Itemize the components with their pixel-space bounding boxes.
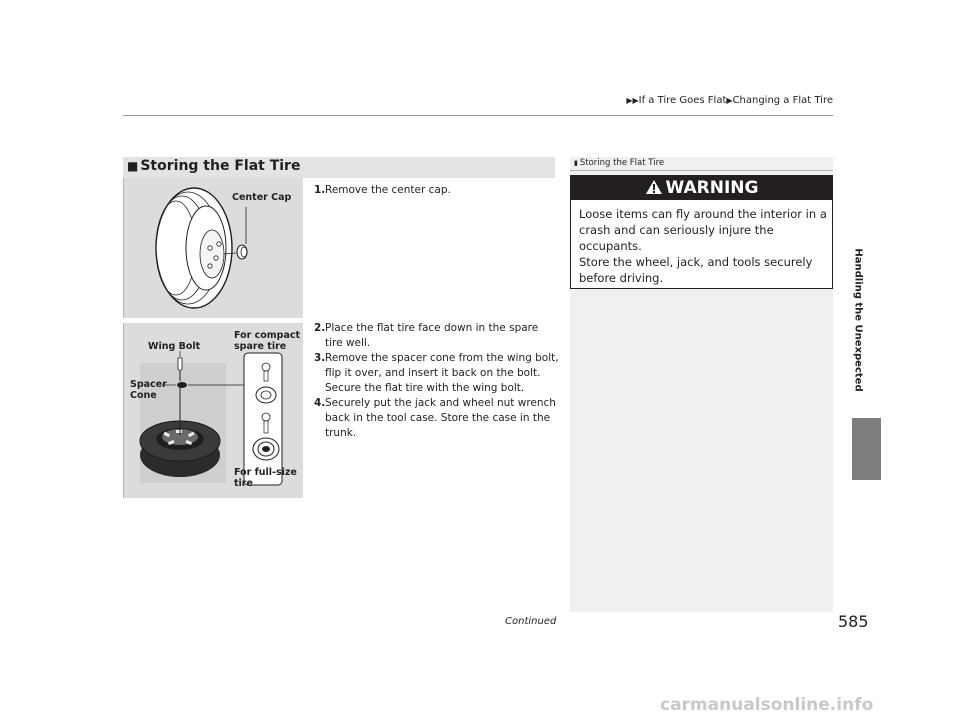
for-full-size-label-line1: For full-size (234, 467, 297, 478)
warning-line-2: Store the wheel, jack, and tools securely before driving. (579, 255, 813, 285)
step-item (314, 183, 559, 198)
notes-panel (570, 157, 833, 612)
step-item (314, 351, 559, 396)
step-text: Remove the center cap. (325, 184, 451, 196)
note-title-text: Storing the Flat Tire (579, 158, 665, 168)
note-reference-icon: ▮ (574, 159, 578, 167)
breadcrumb-item-2[interactable]: Changing a Flat Tire (732, 95, 833, 106)
breadcrumb-arrow-icon: ▶ (726, 96, 733, 105)
figure-store-flat-tire (123, 323, 303, 498)
side-tab-label: Handling the Unexpected (852, 248, 864, 392)
steps-group-2 (314, 321, 559, 441)
for-compact-label-line2: spare tire (234, 341, 287, 352)
warning-box (570, 175, 833, 289)
section-title-text: Storing the Flat Tire (140, 158, 301, 174)
for-full-size-label-line2: tire (234, 478, 253, 489)
step-number: 1. (314, 184, 326, 196)
step-item (314, 396, 559, 441)
section-title (127, 158, 300, 174)
step-number: 3. (314, 352, 326, 364)
warning-header (571, 176, 832, 200)
center-cap-label: Center Cap (232, 192, 292, 203)
warning-triangle-icon (645, 179, 663, 195)
step-number: 4. (314, 397, 326, 409)
step-text: Securely put the jack and wheel nut wrench back in the tool case. Store the case in the trunk. (325, 397, 556, 439)
step-text: Place the flat tire face down in the spare tire well. (325, 322, 539, 349)
side-tab[interactable] (848, 190, 868, 450)
note-title (574, 158, 664, 168)
figure-remove-center-cap (123, 178, 303, 318)
spacer-cone-label-line2: Cone (130, 390, 157, 401)
note-divider (570, 170, 833, 171)
square-bullet-icon: ■ (127, 159, 139, 173)
section-header (123, 157, 555, 178)
watermark: carmanualsonline.info (660, 695, 874, 715)
warning-heading: WARNING (665, 178, 759, 198)
side-tab-marker (852, 418, 881, 480)
steps-group-1 (314, 183, 559, 198)
wing-bolt-label: Wing Bolt (148, 341, 201, 352)
breadcrumb-item-1[interactable]: If a Tire Goes Flat (638, 95, 727, 106)
step-item (314, 321, 559, 351)
continued-label: Continued (505, 616, 557, 627)
for-compact-label-line1: For compact (234, 330, 301, 341)
step-text: Remove the spacer cone from the wing bolt, flip it over, and insert it back on the bolt. Secure the flat tire with the wing bolt. (325, 352, 559, 394)
step-number: 2. (314, 322, 326, 334)
breadcrumb (626, 95, 833, 106)
page-number: 585 (838, 612, 869, 631)
breadcrumb-arrow-icon: ▶▶ (626, 96, 639, 105)
warning-text (579, 206, 829, 286)
spacer-cone-label-line1: Spacer (130, 379, 167, 390)
warning-line-1: Loose items can fly around the interior in a crash and can seriously injure the occupants. (579, 207, 827, 253)
header-divider (123, 115, 833, 116)
